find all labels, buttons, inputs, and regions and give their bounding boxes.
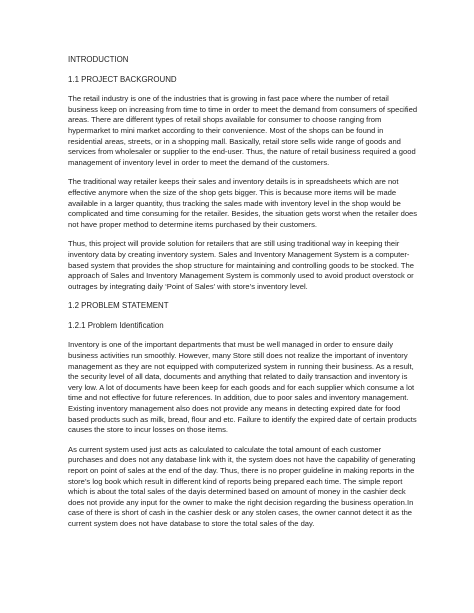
paragraph-retail-industry: The retail industry is one of the industries that is growing in fast pace where the number of retail business keep on increasing from time to time in order to meet the demand from consumers of specified areas. There are different types of retail shops available for consumer to choose ranging from hypermarket to mini market according to their convenience. Most of the shops can be found in residential areas, streets, or in a shopping mall. Basically, retail store sells wide range of goods and services from wholesaler or supplier to the end-user. Thus, the nature of retail business required a good management of inventory level in order to meet the demand of the customers. — [68, 94, 418, 167]
problem-statement-heading: 1.2 PROBLEM STATEMENT — [68, 301, 169, 311]
paragraph-inventory-importance: Inventory is one of the important departments that must be well managed in order to ensure daily business activities run smoothly. However, many Store still does not realize the important of inventory management as they are not equipped with computerized system in running their business. As a result, the security level of all data, documents and anything that related to daily transaction and inventory is very low. A lot of documents have been keep for each goods and for each supplier which consume a lot time and not effective for future references. In addition, due to poor sales and inventory management. Existing inventory management also does not provide any means in detecting expired date for food based products such as milk, bread, flour and etc. Failure to identify the expired date of certain products causes the store to incur losses on those items. — [68, 340, 417, 435]
project-background-heading: 1.1 PROJECT BACKGROUND — [68, 74, 177, 84]
paragraph-traditional-way: The traditional way retailer keeps their sales and inventory details is in spreadsheets which are not effective anymore when the size of the shop gets bigger. This is because more items will be made available in a larger quantity, thus tracking the sales made with inventory level in the shop would be complicated and time consuming for the retailer. Besides, the situation gets worst when the retailer does not have proper method to determine items purchased by their customers. — [68, 177, 418, 229]
problem-identification-heading: 1.2.1 Problem Identification — [68, 320, 164, 330]
introduction-heading: INTRODUCTION — [68, 55, 129, 64]
document-body — [68, 55, 418, 538]
paragraph-project-solution: Thus, this project will provide solution for retailers that are still using traditional way in keeping their inventory data by creating inventory system. Sales and Inventory Management System is a computer- based system that provides the shop structure for maintaining and controlling goods to be stocked. The approach of Sales and Inventory Management System is commonly used to avoid product overstock or outrages by integrating daily ‘Point of Sales’ with store’s inventory level. — [68, 239, 414, 291]
paragraph-current-system: As current system used just acts as calculated to calculate the total amount of each customer purchases and does not any database link with it, the system does not have the capability of generating report on point of sales at the end of the day. Thus, there is no proper guideline in making reports in the store’s log book which result in different kind of reports being prepared each time. The simple report which is about the total sales of the dayis determined based on amount of money in the cashier deck does not provide any input for the owner to make the right decision regarding the business operation.In case of there is short of cash in the cashier desk or any stolen cases, the owner cannot detect it as the current system does not have database to store the total sales of the day. — [68, 444, 416, 528]
